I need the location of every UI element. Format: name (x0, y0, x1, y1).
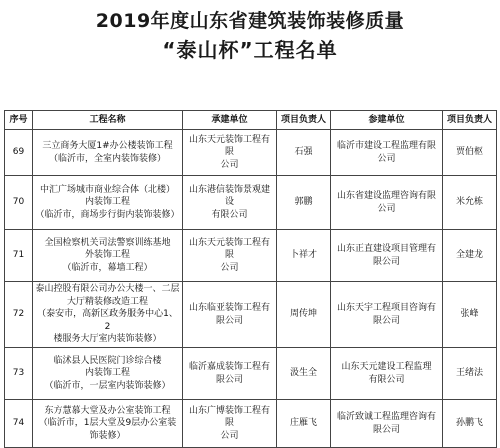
row-project: 临沭县人民医院门诊综合楼 内装饰工程 （临沂市，一层室内装饰装修） (33, 348, 183, 400)
row-seq: 73 (5, 348, 33, 400)
row-project: 三立商务大厦1#办公楼装饰工程 （临沂市，全室内装饰装修） (33, 130, 183, 176)
row-participant: 山东天宇工程项目咨询有 限公司 (331, 282, 443, 348)
table-row (5, 348, 497, 400)
header-participant: 参建单位 (331, 111, 443, 130)
row-builder: 临沂嘉成装饰工程有限公司 (183, 348, 277, 400)
row-participant: 山东天元建设工程监理 有限公司 (331, 348, 443, 400)
row-participant-manager: 孙鹏飞 (443, 400, 497, 448)
row-project: 中汇广场城市商业综合体（北楼） 内装饰工程 （临沂市，商场步行街内装饰装修） (33, 176, 183, 230)
row-manager: 汲生全 (277, 348, 331, 400)
row-seq: 70 (5, 176, 33, 230)
table-row (5, 176, 497, 230)
table-row (5, 282, 497, 348)
row-manager: 石强 (277, 130, 331, 176)
document-title: 2019年度山东省建筑装饰装修质量 (95, 10, 405, 32)
row-project: 东方慧慕大堂及办公室装饰工程 （临沂市，1层大堂及9层办公室装 饰装修） (33, 400, 183, 448)
project-list-table (4, 110, 497, 448)
row-manager: 周传坤 (277, 282, 331, 348)
row-participant-manager: 王绪法 (443, 348, 497, 400)
row-builder: 山东临亚装饰工程有限公司 (183, 282, 277, 348)
header-participant-manager: 项目负责人 (443, 111, 497, 130)
table-row (5, 130, 497, 176)
row-participant: 山东正直建设项目管理有 限公司 (331, 230, 443, 282)
row-builder: 山东天元装饰工程有限 公司 (183, 230, 277, 282)
header-project: 工程名称 (33, 111, 183, 130)
row-seq: 69 (5, 130, 33, 176)
row-builder: 山东港信装饰景观建设 有限公司 (183, 176, 277, 230)
table-row (5, 400, 497, 448)
row-builder: 山东广博装饰工程有限 公司 (183, 400, 277, 448)
row-participant-manager: 全建龙 (443, 230, 497, 282)
row-participant: 临沂市建设工程监理有限 公司 (331, 130, 443, 176)
row-participant-manager: 贾伯枢 (443, 130, 497, 176)
row-project: 全国检察机关司法警察训练基地 外装饰工程 （临沂市，幕墙工程） (33, 230, 183, 282)
row-seq: 74 (5, 400, 33, 448)
document-subtitle: “泰山杯”工程名单 (162, 38, 338, 62)
row-participant-manager: 米允栋 (443, 176, 497, 230)
row-participant-manager: 张峰 (443, 282, 497, 348)
header-seq: 序号 (5, 111, 33, 130)
table-header-row (5, 111, 497, 130)
header-manager: 项目负责人 (277, 111, 331, 130)
row-manager: 郭鹏 (277, 176, 331, 230)
row-manager: 庄雁飞 (277, 400, 331, 448)
header-builder: 承建单位 (183, 111, 277, 130)
row-manager: 卜祥才 (277, 230, 331, 282)
row-participant: 山东省建设监理咨询有限 公司 (331, 176, 443, 230)
row-participant: 临沂致诚工程监理咨询有 限公司 (331, 400, 443, 448)
row-seq: 72 (5, 282, 33, 348)
row-seq: 71 (5, 230, 33, 282)
table-row (5, 230, 497, 282)
row-builder: 山东天元装饰工程有限 公司 (183, 130, 277, 176)
row-project: 泰山控股有限公司办公大楼一、二层 大厅精装修改造工程 （泰安市，高新区政务服务中心1、2 楼服务大厅室内装饰装修） (33, 282, 183, 348)
